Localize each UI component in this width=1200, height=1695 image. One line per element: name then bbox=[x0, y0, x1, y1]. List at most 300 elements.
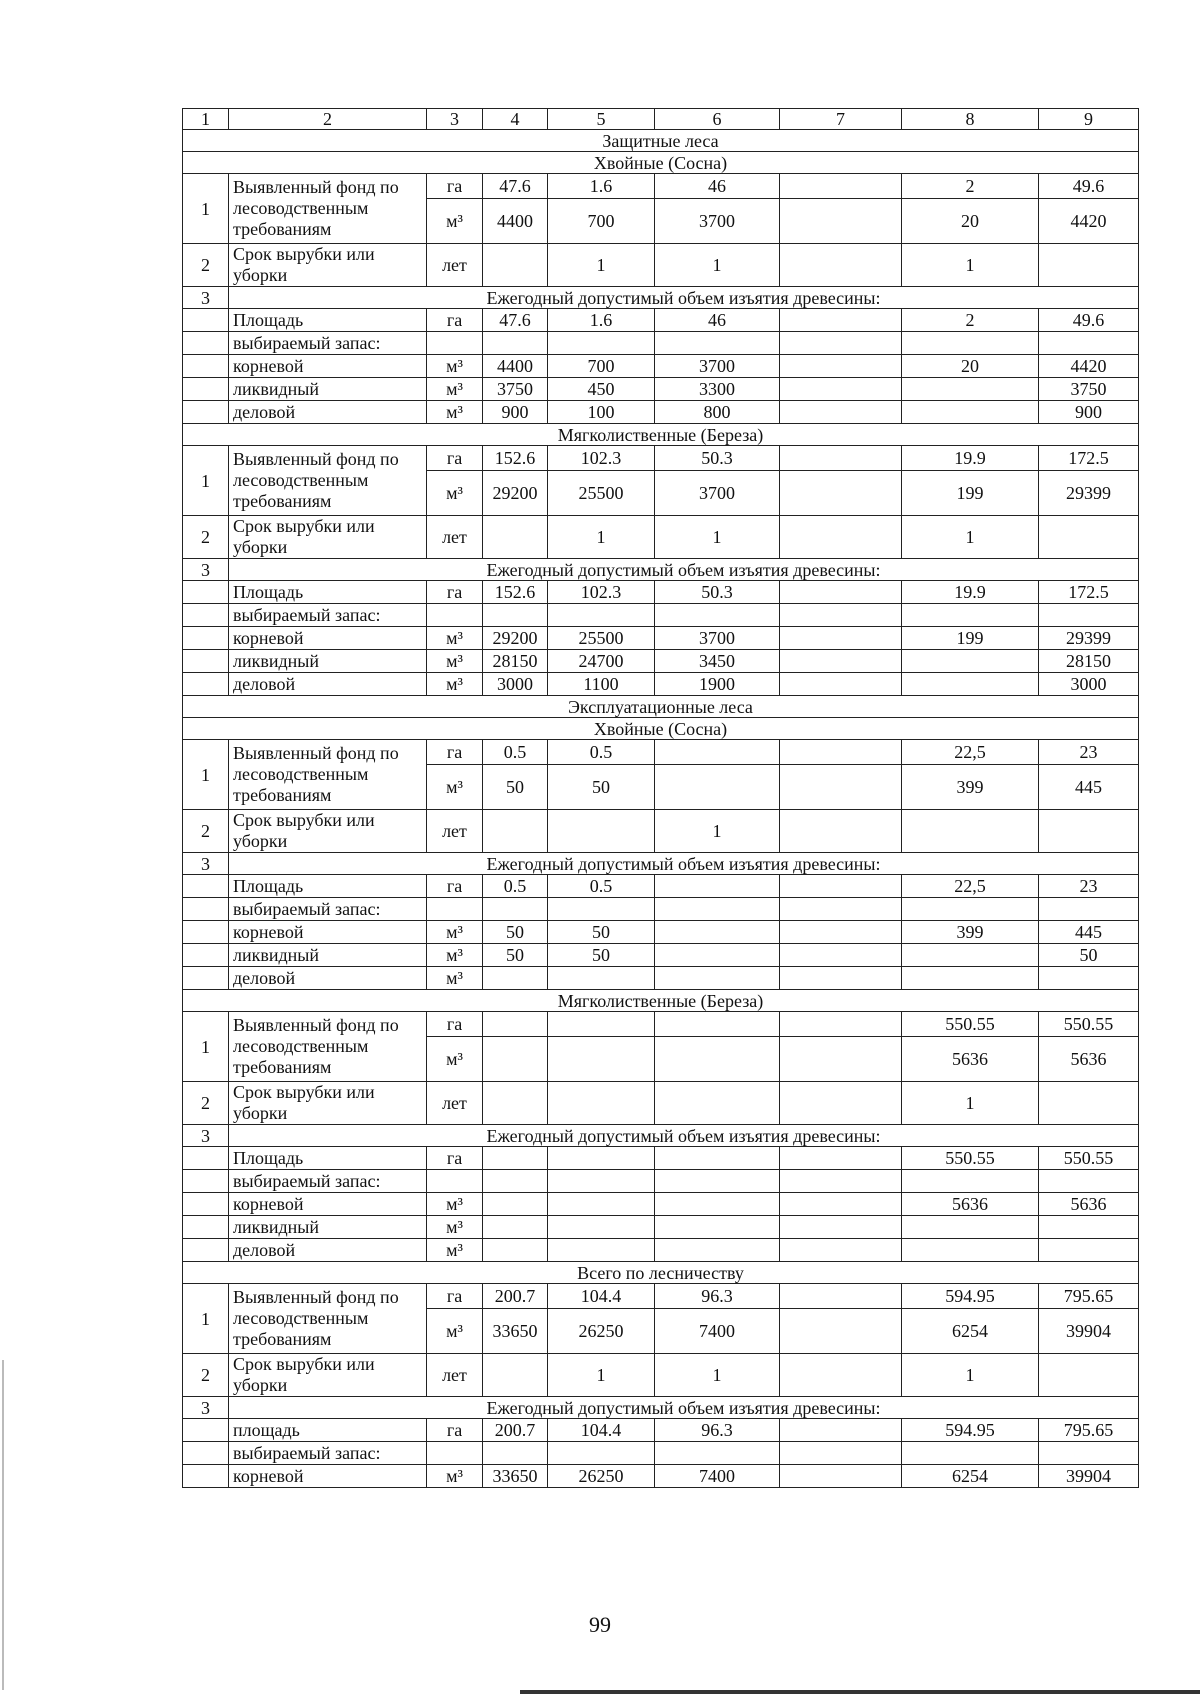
value-cell bbox=[483, 898, 548, 921]
value-cell bbox=[780, 898, 902, 921]
value-cell: 2 bbox=[902, 174, 1039, 199]
value-cell: 4420 bbox=[1039, 355, 1139, 378]
unit-cell: м³ bbox=[427, 765, 483, 810]
detail-row bbox=[183, 1239, 1139, 1262]
value-cell: 0.5 bbox=[483, 875, 548, 898]
row-label: деловой bbox=[229, 401, 427, 424]
annual-volume-row bbox=[183, 1125, 1139, 1147]
unit-cell: м³ bbox=[427, 967, 483, 990]
unit-cell: м³ bbox=[427, 944, 483, 967]
value-cell bbox=[780, 446, 902, 471]
detail-row bbox=[183, 1147, 1139, 1170]
value-cell: 46 bbox=[655, 174, 780, 199]
unit-cell: м³ bbox=[427, 1037, 483, 1082]
row-number: 3 bbox=[183, 853, 229, 875]
value-cell bbox=[483, 332, 548, 355]
value-cell bbox=[548, 810, 655, 853]
value-cell bbox=[780, 810, 902, 853]
value-cell: 1 bbox=[655, 1354, 780, 1397]
value-cell: 23 bbox=[1039, 740, 1139, 765]
detail-row bbox=[183, 1193, 1139, 1216]
value-cell bbox=[655, 921, 780, 944]
value-cell: 172.5 bbox=[1039, 446, 1139, 471]
group-title: Мягколиственные (Береза) bbox=[183, 424, 1139, 446]
value-cell: 550.55 bbox=[1039, 1147, 1139, 1170]
value-cell: 1 bbox=[655, 516, 780, 559]
value-cell: 50 bbox=[548, 765, 655, 810]
unit-cell bbox=[427, 604, 483, 627]
value-cell: 50.3 bbox=[655, 581, 780, 604]
row-number bbox=[183, 1193, 229, 1216]
row-label: Выявленный фонд по лесоводственным требованиям bbox=[229, 446, 427, 516]
row-number bbox=[183, 650, 229, 673]
value-cell bbox=[548, 1012, 655, 1037]
term-row bbox=[183, 1082, 1139, 1125]
value-cell: 152.6 bbox=[483, 446, 548, 471]
row-number bbox=[183, 332, 229, 355]
value-cell bbox=[483, 810, 548, 853]
row-label: площадь bbox=[229, 1419, 427, 1442]
row-number bbox=[183, 627, 229, 650]
value-cell bbox=[780, 332, 902, 355]
value-cell: 50.3 bbox=[655, 446, 780, 471]
row-label: Срок вырубки или уборки bbox=[229, 1082, 427, 1125]
value-cell bbox=[780, 1012, 902, 1037]
row-number bbox=[183, 581, 229, 604]
value-cell bbox=[548, 1193, 655, 1216]
value-cell bbox=[780, 604, 902, 627]
value-cell: 5636 bbox=[902, 1037, 1039, 1082]
value-cell: 1 bbox=[655, 810, 780, 853]
value-cell: 4400 bbox=[483, 355, 548, 378]
row-label: корневой bbox=[229, 1193, 427, 1216]
section-title: Защитные леса bbox=[183, 130, 1139, 152]
value-cell bbox=[483, 604, 548, 627]
unit-cell: м³ bbox=[427, 355, 483, 378]
unit-cell: м³ bbox=[427, 673, 483, 696]
value-cell bbox=[548, 332, 655, 355]
row-number: 3 bbox=[183, 287, 229, 309]
annual-volume-row bbox=[183, 1397, 1139, 1419]
detail-row bbox=[183, 673, 1139, 696]
value-cell bbox=[655, 1239, 780, 1262]
row-label: Площадь bbox=[229, 581, 427, 604]
value-cell bbox=[780, 199, 902, 244]
value-cell bbox=[548, 1170, 655, 1193]
row-number bbox=[183, 1147, 229, 1170]
row-label: Срок вырубки или уборки bbox=[229, 516, 427, 559]
detail-row bbox=[183, 355, 1139, 378]
column-header: 5 bbox=[548, 109, 655, 130]
group-title-row bbox=[183, 990, 1139, 1012]
value-cell: 700 bbox=[548, 199, 655, 244]
value-cell: 3450 bbox=[655, 650, 780, 673]
column-header: 9 bbox=[1039, 109, 1139, 130]
column-header: 4 bbox=[483, 109, 548, 130]
unit-cell: м³ bbox=[427, 378, 483, 401]
value-cell: 450 bbox=[548, 378, 655, 401]
value-cell bbox=[902, 967, 1039, 990]
row-label: Выявленный фонд по лесоводственным требованиям bbox=[229, 1012, 427, 1082]
value-cell bbox=[902, 898, 1039, 921]
page-number: 99 bbox=[589, 1612, 611, 1637]
value-cell: 594.95 bbox=[902, 1419, 1039, 1442]
value-cell bbox=[655, 765, 780, 810]
value-cell: 1.6 bbox=[548, 174, 655, 199]
value-cell bbox=[1039, 1442, 1139, 1465]
unit-cell: м³ bbox=[427, 401, 483, 424]
value-cell: 795.65 bbox=[1039, 1284, 1139, 1309]
value-cell bbox=[780, 673, 902, 696]
row-number bbox=[183, 604, 229, 627]
value-cell bbox=[1039, 1082, 1139, 1125]
value-cell: 3700 bbox=[655, 627, 780, 650]
annual-volume-title: Ежегодный допустимый объем изъятия древесины: bbox=[229, 1125, 1139, 1147]
value-cell bbox=[548, 1037, 655, 1082]
value-cell: 22,5 bbox=[902, 740, 1039, 765]
value-cell: 20 bbox=[902, 199, 1039, 244]
row-number bbox=[183, 967, 229, 990]
value-cell bbox=[780, 1239, 902, 1262]
value-cell bbox=[483, 1216, 548, 1239]
row-number bbox=[183, 1239, 229, 1262]
detail-row bbox=[183, 309, 1139, 332]
column-header: 6 bbox=[655, 109, 780, 130]
value-cell: 50 bbox=[548, 921, 655, 944]
row-number bbox=[183, 875, 229, 898]
value-cell: 1900 bbox=[655, 673, 780, 696]
value-cell: 29200 bbox=[483, 627, 548, 650]
row-number bbox=[183, 355, 229, 378]
row-number: 3 bbox=[183, 1397, 229, 1419]
value-cell bbox=[483, 1239, 548, 1262]
row-label: корневой bbox=[229, 1465, 427, 1488]
unit-cell: м³ bbox=[427, 627, 483, 650]
value-cell bbox=[780, 1216, 902, 1239]
value-cell: 96.3 bbox=[655, 1284, 780, 1309]
value-cell: 22,5 bbox=[902, 875, 1039, 898]
row-number bbox=[183, 1419, 229, 1442]
row-label: ликвидный bbox=[229, 944, 427, 967]
value-cell bbox=[780, 627, 902, 650]
value-cell: 900 bbox=[483, 401, 548, 424]
value-cell bbox=[483, 1354, 548, 1397]
value-cell bbox=[780, 1419, 902, 1442]
value-cell: 29399 bbox=[1039, 627, 1139, 650]
column-header: 3 bbox=[427, 109, 483, 130]
value-cell: 200.7 bbox=[483, 1284, 548, 1309]
value-cell: 46 bbox=[655, 309, 780, 332]
value-cell bbox=[483, 1442, 548, 1465]
value-cell: 3000 bbox=[1039, 673, 1139, 696]
value-cell: 7400 bbox=[655, 1465, 780, 1488]
value-cell: 50 bbox=[483, 921, 548, 944]
group-title-row bbox=[183, 152, 1139, 174]
detail-row bbox=[183, 921, 1139, 944]
column-header-row bbox=[183, 109, 1139, 130]
value-cell bbox=[548, 1147, 655, 1170]
column-header: 2 bbox=[229, 109, 427, 130]
value-cell bbox=[548, 967, 655, 990]
value-cell bbox=[780, 967, 902, 990]
value-cell bbox=[1039, 898, 1139, 921]
value-cell: 50 bbox=[483, 765, 548, 810]
unit-cell: м³ bbox=[427, 921, 483, 944]
row-label: корневой bbox=[229, 921, 427, 944]
value-cell bbox=[483, 1012, 548, 1037]
value-cell bbox=[780, 1037, 902, 1082]
value-cell bbox=[902, 604, 1039, 627]
row-number: 1 bbox=[183, 1284, 229, 1354]
detail-row bbox=[183, 1170, 1139, 1193]
row-label: Площадь bbox=[229, 309, 427, 332]
value-cell: 102.3 bbox=[548, 446, 655, 471]
value-cell bbox=[902, 1170, 1039, 1193]
value-cell: 96.3 bbox=[655, 1419, 780, 1442]
value-cell: 3750 bbox=[1039, 378, 1139, 401]
value-cell: 5636 bbox=[1039, 1037, 1139, 1082]
value-cell: 1 bbox=[902, 1354, 1039, 1397]
row-number bbox=[183, 1170, 229, 1193]
value-cell: 39904 bbox=[1039, 1465, 1139, 1488]
value-cell bbox=[780, 401, 902, 424]
value-cell bbox=[483, 516, 548, 559]
detail-row bbox=[183, 378, 1139, 401]
value-cell: 33650 bbox=[483, 1309, 548, 1354]
value-cell bbox=[655, 1012, 780, 1037]
value-cell: 199 bbox=[902, 627, 1039, 650]
row-label: деловой bbox=[229, 967, 427, 990]
detail-row bbox=[183, 1216, 1139, 1239]
value-cell: 445 bbox=[1039, 765, 1139, 810]
value-cell: 152.6 bbox=[483, 581, 548, 604]
group-title: Мягколиственные (Береза) bbox=[183, 990, 1139, 1012]
unit-cell bbox=[427, 1442, 483, 1465]
unit-cell: м³ bbox=[427, 199, 483, 244]
value-cell: 1 bbox=[655, 244, 780, 287]
value-cell bbox=[902, 332, 1039, 355]
value-cell: 20 bbox=[902, 355, 1039, 378]
detail-row bbox=[183, 967, 1139, 990]
row-label: Выявленный фонд по лесоводственным требованиям bbox=[229, 1284, 427, 1354]
value-cell bbox=[902, 810, 1039, 853]
value-cell bbox=[655, 1193, 780, 1216]
value-cell bbox=[780, 921, 902, 944]
value-cell bbox=[655, 875, 780, 898]
unit-cell: га bbox=[427, 1284, 483, 1309]
row-label: ликвидный bbox=[229, 1216, 427, 1239]
value-cell: 3000 bbox=[483, 673, 548, 696]
annual-volume-title: Ежегодный допустимый объем изъятия древесины: bbox=[229, 287, 1139, 309]
value-cell: 23 bbox=[1039, 875, 1139, 898]
row-number bbox=[183, 1216, 229, 1239]
value-cell: 6254 bbox=[902, 1465, 1039, 1488]
value-cell: 550.55 bbox=[1039, 1012, 1139, 1037]
unit-cell: га bbox=[427, 1012, 483, 1037]
row-label: Выявленный фонд по лесоводственным требованиям bbox=[229, 740, 427, 810]
fund-ha-row bbox=[183, 446, 1139, 471]
value-cell: 795.65 bbox=[1039, 1419, 1139, 1442]
unit-cell bbox=[427, 1170, 483, 1193]
value-cell bbox=[780, 1309, 902, 1354]
row-number: 1 bbox=[183, 1012, 229, 1082]
value-cell bbox=[780, 1284, 902, 1309]
value-cell: 3700 bbox=[655, 355, 780, 378]
row-number bbox=[183, 1465, 229, 1488]
value-cell: 50 bbox=[548, 944, 655, 967]
annual-volume-title: Ежегодный допустимый объем изъятия древесины: bbox=[229, 559, 1139, 581]
annual-volume-row bbox=[183, 287, 1139, 309]
value-cell bbox=[780, 355, 902, 378]
row-number: 3 bbox=[183, 1125, 229, 1147]
value-cell: 4420 bbox=[1039, 199, 1139, 244]
value-cell: 0.5 bbox=[483, 740, 548, 765]
value-cell: 0.5 bbox=[548, 875, 655, 898]
value-cell: 25500 bbox=[548, 627, 655, 650]
value-cell: 25500 bbox=[548, 471, 655, 516]
value-cell: 900 bbox=[1039, 401, 1139, 424]
unit-cell: м³ bbox=[427, 471, 483, 516]
value-cell bbox=[902, 1442, 1039, 1465]
column-header: 1 bbox=[183, 109, 229, 130]
value-cell bbox=[902, 1216, 1039, 1239]
value-cell: 104.4 bbox=[548, 1419, 655, 1442]
row-number: 3 bbox=[183, 559, 229, 581]
value-cell: 33650 bbox=[483, 1465, 548, 1488]
row-number bbox=[183, 944, 229, 967]
value-cell bbox=[902, 401, 1039, 424]
value-cell bbox=[483, 967, 548, 990]
row-label: Срок вырубки или уборки bbox=[229, 1354, 427, 1397]
value-cell: 199 bbox=[902, 471, 1039, 516]
value-cell: 49.6 bbox=[1039, 309, 1139, 332]
unit-cell: м³ bbox=[427, 1193, 483, 1216]
unit-cell: лет bbox=[427, 244, 483, 287]
annual-volume-row bbox=[183, 853, 1139, 875]
row-number: 2 bbox=[183, 244, 229, 287]
value-cell bbox=[1039, 1170, 1139, 1193]
value-cell: 5636 bbox=[1039, 1193, 1139, 1216]
value-cell: 550.55 bbox=[902, 1147, 1039, 1170]
value-cell: 24700 bbox=[548, 650, 655, 673]
annual-volume-title: Ежегодный допустимый объем изъятия древесины: bbox=[229, 1397, 1139, 1419]
value-cell bbox=[655, 1147, 780, 1170]
detail-row bbox=[183, 1419, 1139, 1442]
value-cell: 50 bbox=[1039, 944, 1139, 967]
value-cell bbox=[655, 944, 780, 967]
value-cell bbox=[780, 309, 902, 332]
row-number: 2 bbox=[183, 810, 229, 853]
group-title-row bbox=[183, 1262, 1139, 1284]
value-cell bbox=[548, 898, 655, 921]
unit-cell: м³ bbox=[427, 650, 483, 673]
row-number bbox=[183, 1442, 229, 1465]
value-cell bbox=[548, 1082, 655, 1125]
detail-row bbox=[183, 401, 1139, 424]
value-cell bbox=[780, 1170, 902, 1193]
value-cell bbox=[483, 1082, 548, 1125]
unit-cell: га bbox=[427, 1419, 483, 1442]
value-cell: 39904 bbox=[1039, 1309, 1139, 1354]
value-cell bbox=[1039, 604, 1139, 627]
value-cell bbox=[655, 1216, 780, 1239]
value-cell bbox=[780, 1354, 902, 1397]
value-cell bbox=[780, 516, 902, 559]
section-title-row bbox=[183, 130, 1139, 152]
value-cell bbox=[780, 471, 902, 516]
value-cell: 102.3 bbox=[548, 581, 655, 604]
value-cell: 29399 bbox=[1039, 471, 1139, 516]
value-cell: 200.7 bbox=[483, 1419, 548, 1442]
unit-cell: га bbox=[427, 1147, 483, 1170]
value-cell bbox=[780, 875, 902, 898]
value-cell: 700 bbox=[548, 355, 655, 378]
value-cell bbox=[780, 650, 902, 673]
unit-cell: га bbox=[427, 740, 483, 765]
row-label: выбираемый запас: bbox=[229, 332, 427, 355]
value-cell bbox=[1039, 1354, 1139, 1397]
group-title-row bbox=[183, 424, 1139, 446]
row-number bbox=[183, 401, 229, 424]
value-cell: 104.4 bbox=[548, 1284, 655, 1309]
detail-row bbox=[183, 1465, 1139, 1488]
value-cell: 0.5 bbox=[548, 740, 655, 765]
value-cell: 399 bbox=[902, 921, 1039, 944]
row-label: Выявленный фонд по лесоводственным требованиям bbox=[229, 174, 427, 244]
unit-cell bbox=[427, 332, 483, 355]
detail-row bbox=[183, 944, 1139, 967]
value-cell: 19.9 bbox=[902, 446, 1039, 471]
column-header: 7 bbox=[780, 109, 902, 130]
value-cell bbox=[1039, 516, 1139, 559]
unit-cell: м³ bbox=[427, 1309, 483, 1354]
value-cell: 26250 bbox=[548, 1309, 655, 1354]
unit-cell: га bbox=[427, 174, 483, 199]
term-row bbox=[183, 516, 1139, 559]
value-cell bbox=[1039, 332, 1139, 355]
value-cell bbox=[655, 332, 780, 355]
detail-row bbox=[183, 581, 1139, 604]
unit-cell: лет bbox=[427, 810, 483, 853]
value-cell bbox=[655, 967, 780, 990]
value-cell bbox=[780, 765, 902, 810]
value-cell bbox=[780, 1193, 902, 1216]
row-label: выбираемый запас: bbox=[229, 1170, 427, 1193]
row-number: 1 bbox=[183, 446, 229, 516]
value-cell bbox=[780, 378, 902, 401]
value-cell: 4400 bbox=[483, 199, 548, 244]
detail-row bbox=[183, 875, 1139, 898]
unit-cell: м³ bbox=[427, 1239, 483, 1262]
fund-ha-row bbox=[183, 1012, 1139, 1037]
unit-cell: га bbox=[427, 581, 483, 604]
value-cell: 28150 bbox=[1039, 650, 1139, 673]
value-cell bbox=[780, 1082, 902, 1125]
unit-cell: м³ bbox=[427, 1216, 483, 1239]
unit-cell: м³ bbox=[427, 1465, 483, 1488]
value-cell bbox=[1039, 244, 1139, 287]
scan-edge-line bbox=[520, 1690, 1200, 1694]
value-cell: 5636 bbox=[902, 1193, 1039, 1216]
row-number bbox=[183, 673, 229, 696]
value-cell bbox=[1039, 967, 1139, 990]
row-label: Площадь bbox=[229, 1147, 427, 1170]
value-cell bbox=[780, 1147, 902, 1170]
value-cell bbox=[1039, 1216, 1139, 1239]
value-cell bbox=[548, 1239, 655, 1262]
value-cell bbox=[780, 581, 902, 604]
value-cell bbox=[902, 650, 1039, 673]
